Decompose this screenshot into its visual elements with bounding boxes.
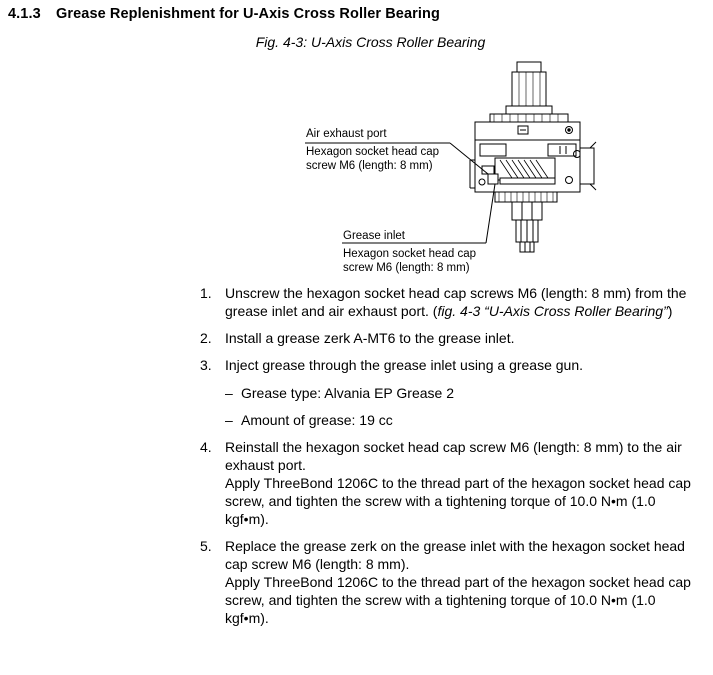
step-text: Install a grease zerk A-MT6 to the grease inlet. bbox=[225, 330, 515, 346]
step-4 bbox=[200, 438, 700, 528]
lower-shaft bbox=[512, 202, 542, 220]
step-number: 4. bbox=[200, 439, 212, 455]
step-1: 1. Unscrew the hexagon socket head cap screws M6 (length: 8 mm) from the grease inlet and air exhaust port. (fig. 4-3 “U-Axis Cross Roller Bearing”) bbox=[200, 285, 687, 319]
section-heading bbox=[8, 6, 440, 22]
figure-caption: Fig. 4-3: U-Axis Cross Roller Bearing bbox=[255, 34, 486, 50]
callout-air-exhaust bbox=[306, 127, 439, 173]
inlet-screw bbox=[488, 174, 498, 184]
step-text: Replace the grease zerk on the grease inlet with the hexagon socket head cap screw M6 (length: 8 mm). bbox=[225, 538, 685, 572]
section-title: Grease Replenishment for U-Axis Cross Roller Bearing bbox=[56, 6, 440, 22]
step-2 bbox=[200, 329, 700, 347]
motor-cap bbox=[517, 62, 541, 72]
callout-grease-inlet bbox=[343, 229, 476, 275]
step-number: 3. bbox=[200, 357, 212, 373]
air-exhaust-screw-line1: Hexagon socket head cap bbox=[306, 146, 439, 158]
grease-inlet-screw-line1: Hexagon socket head cap bbox=[343, 248, 476, 260]
section-number: 4.1.3 bbox=[8, 6, 41, 22]
flange-bottom bbox=[495, 192, 557, 202]
grease-type-item: – Grease type: Alvania EP Grease 2 bbox=[225, 385, 454, 401]
grease-inlet-label: Grease inlet bbox=[343, 230, 406, 242]
procedure-steps bbox=[200, 284, 700, 636]
air-exhaust-screw-line2: screw M6 (length: 8 mm) bbox=[306, 160, 433, 172]
grease-amount-item: – Amount of grease: 19 cc bbox=[225, 412, 393, 428]
step-text: Unscrew the hexagon socket head cap screws M6 (length: 8 mm) from the grease inlet and air exhaust port. ( bbox=[225, 285, 687, 319]
bearing-figure bbox=[290, 50, 620, 290]
step-number: 2. bbox=[200, 330, 212, 346]
step-note: Apply ThreeBond 1206C to the thread part of the hexagon socket head cap screw, and tighten the screw with a tightening torque of 10.0 N•m (1.0 kgf•m). bbox=[225, 574, 691, 626]
step-3 bbox=[200, 356, 700, 429]
step-text: Reinstall the hexagon socket head cap screw M6 (length: 8 mm) to the air exhaust port. bbox=[225, 439, 682, 473]
step-note: Apply ThreeBond 1206C to the thread part of the hexagon socket head cap screw, and tighten the screw with a tightening torque of 10.0 N•m (1.0 kgf•m). bbox=[225, 475, 691, 527]
step-number: 5. bbox=[200, 538, 212, 554]
step-5 bbox=[200, 537, 700, 627]
step-number: 1. bbox=[200, 285, 212, 301]
grease-inlet-screw-line2: screw M6 (length: 8 mm) bbox=[343, 262, 470, 274]
motor-base bbox=[506, 106, 552, 114]
step-text: Inject grease through the grease inlet using a grease gun. bbox=[225, 357, 584, 373]
motor-body bbox=[512, 72, 546, 106]
grease-spec-list bbox=[225, 384, 700, 429]
figure-reference-link[interactable]: fig. 4-3 “U-Axis Cross Roller Bearing” bbox=[437, 303, 668, 319]
air-exhaust-label: Air exhaust port bbox=[306, 128, 387, 140]
